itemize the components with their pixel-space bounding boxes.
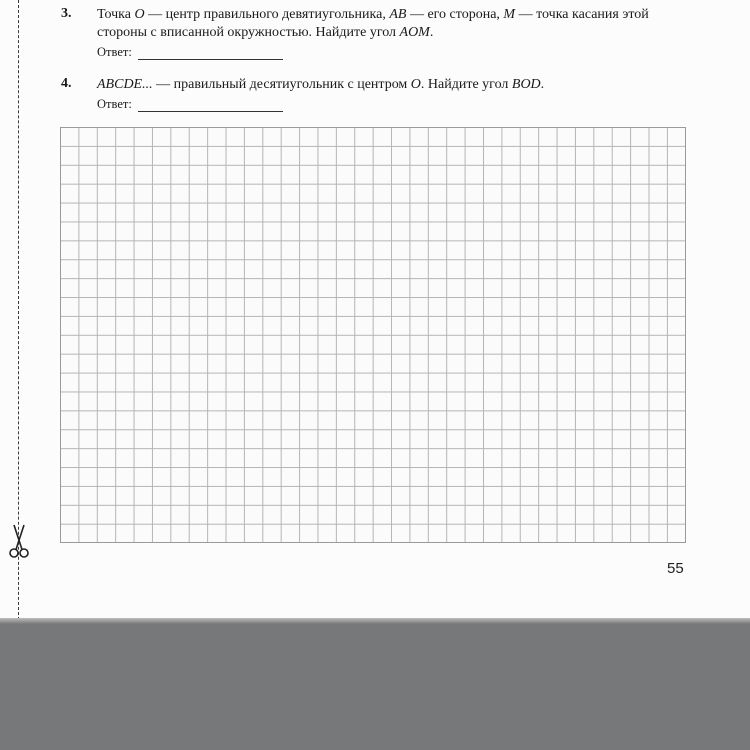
text-segment-italic: O bbox=[134, 7, 145, 22]
text-segment: — точка касания этой стороны с вписанной окружностью. Найдите угол bbox=[97, 7, 649, 40]
answer-row bbox=[97, 45, 715, 60]
text-segment: . bbox=[540, 77, 545, 92]
page-number: 55 bbox=[667, 560, 684, 577]
text-segment: . bbox=[429, 25, 434, 40]
answer-label: Ответ: bbox=[97, 45, 132, 59]
text-segment-italic: ABCDE... bbox=[97, 77, 153, 92]
answer-field[interactable] bbox=[138, 47, 283, 60]
text-segment-italic: O bbox=[410, 77, 421, 92]
problem-text bbox=[97, 6, 697, 42]
text-segment: . Найдите угол bbox=[420, 77, 512, 92]
text-segment-italic: M bbox=[503, 7, 516, 22]
text-segment-italic: AB bbox=[389, 7, 407, 22]
answer-row bbox=[97, 97, 715, 112]
answer-label: Ответ: bbox=[97, 97, 132, 111]
problem-number: 3. bbox=[61, 6, 72, 21]
text-segment: — правильный десятиугольник с центром bbox=[152, 77, 411, 92]
problem-3 bbox=[55, 6, 715, 60]
problem-text bbox=[97, 76, 697, 94]
text-segment-italic: BOD bbox=[511, 77, 541, 92]
work-grid[interactable] bbox=[60, 127, 686, 543]
text-segment: — его сторона, bbox=[406, 7, 504, 22]
answer-field[interactable] bbox=[138, 99, 283, 112]
scissors-icon bbox=[8, 522, 30, 562]
problem-4 bbox=[55, 76, 715, 112]
text-segment-italic: AOM bbox=[399, 25, 430, 40]
page-shadow bbox=[0, 618, 750, 624]
text-segment: — центр правильного девятиугольника, bbox=[144, 7, 390, 22]
problem-number: 4. bbox=[61, 76, 72, 91]
text-segment: Точка bbox=[97, 7, 135, 22]
